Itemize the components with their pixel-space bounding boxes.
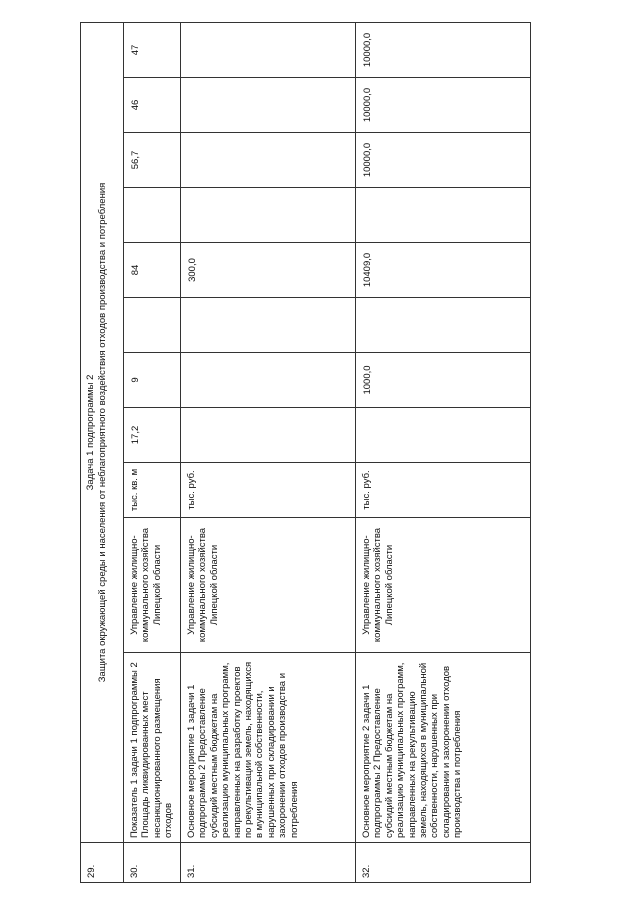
- table-row: [181, 22, 356, 882]
- value-cell: 17,2: [124, 408, 181, 463]
- value-cell: [124, 188, 181, 243]
- value-cell: 46: [124, 78, 181, 133]
- row-number-cell: 30.: [124, 843, 181, 883]
- task-heading-line1: Задача 1 подпрограммы 2: [85, 374, 96, 491]
- value-cell: 10000,0: [356, 78, 531, 133]
- value-cell: 10000,0: [356, 22, 531, 77]
- value-cell: [181, 188, 356, 243]
- value-cell: [356, 188, 531, 243]
- executor-cell: Управление жилищно-коммунального хозяйства Липецкой области: [181, 518, 356, 653]
- value-cell: 1000,0: [356, 353, 531, 408]
- value-cell: 56,7: [124, 133, 181, 188]
- task-heading-cell: [81, 22, 124, 842]
- task-heading-line2: Защита окружающей среды и населения от неблагоприятного воздействия отходов производства и потребления: [97, 182, 109, 683]
- value-cell: [181, 133, 356, 188]
- row-number-cell: 31.: [181, 843, 356, 883]
- unit-cell: тыс. руб.: [181, 463, 356, 518]
- value-cell: [181, 353, 356, 408]
- row-number-cell: 32.: [356, 843, 531, 883]
- value-cell: 10000,0: [356, 133, 531, 188]
- executor-cell: Управление жилищно-коммунального хозяйства Липецкой области: [124, 518, 181, 653]
- row-name-cell: Основное мероприятие 2 задачи 1 подпрограммы 2 Предоставление субсидий местным бюджетам на реализацию муниципальных программ, направленных на рекультивацию земель, находящихся в муниципальной собственности, нарушенных при складировании и захоронении отходов производства и потребления: [356, 653, 531, 843]
- row-number-cell: 29.: [81, 843, 124, 883]
- value-cell: 10409,0: [356, 243, 531, 298]
- value-cell: [356, 298, 531, 353]
- executor-cell: Управление жилищно-коммунального хозяйства Липецкой области: [356, 518, 531, 653]
- unit-cell: тыс. руб.: [356, 463, 531, 518]
- value-cell: [181, 408, 356, 463]
- row-name-cell: Основное мероприятие 1 задачи 1 подпрограммы 2 Предоставление субсидий местным бюджетам на реализацию муниципальных программ, направленных на разработку проектов по рекультивации земель, находящихся в муниципальной собственности, нарушенных при складировании и захоронении отходов производства и потребления: [181, 653, 356, 843]
- rotated-table-frame: [80, 32, 530, 883]
- value-cell: [181, 298, 356, 353]
- row-name-cell: Показатель 1 задачи 1 подпрограммы 2 Площадь ликвидированных мест несанкционированного размещения отходов: [124, 653, 181, 843]
- value-cell: [356, 408, 531, 463]
- table-row: [81, 22, 124, 882]
- value-cell: 9: [124, 353, 181, 408]
- value-cell: [181, 78, 356, 133]
- value-cell: 300,0: [181, 243, 356, 298]
- value-cell: 47: [124, 22, 181, 77]
- table-row: [356, 22, 531, 882]
- program-indicators-table: [80, 22, 531, 883]
- value-cell: [124, 298, 181, 353]
- table-row: [124, 22, 181, 882]
- value-cell: 84: [124, 243, 181, 298]
- value-cell: [181, 22, 356, 77]
- unit-cell: тыс. кв. м: [124, 463, 181, 518]
